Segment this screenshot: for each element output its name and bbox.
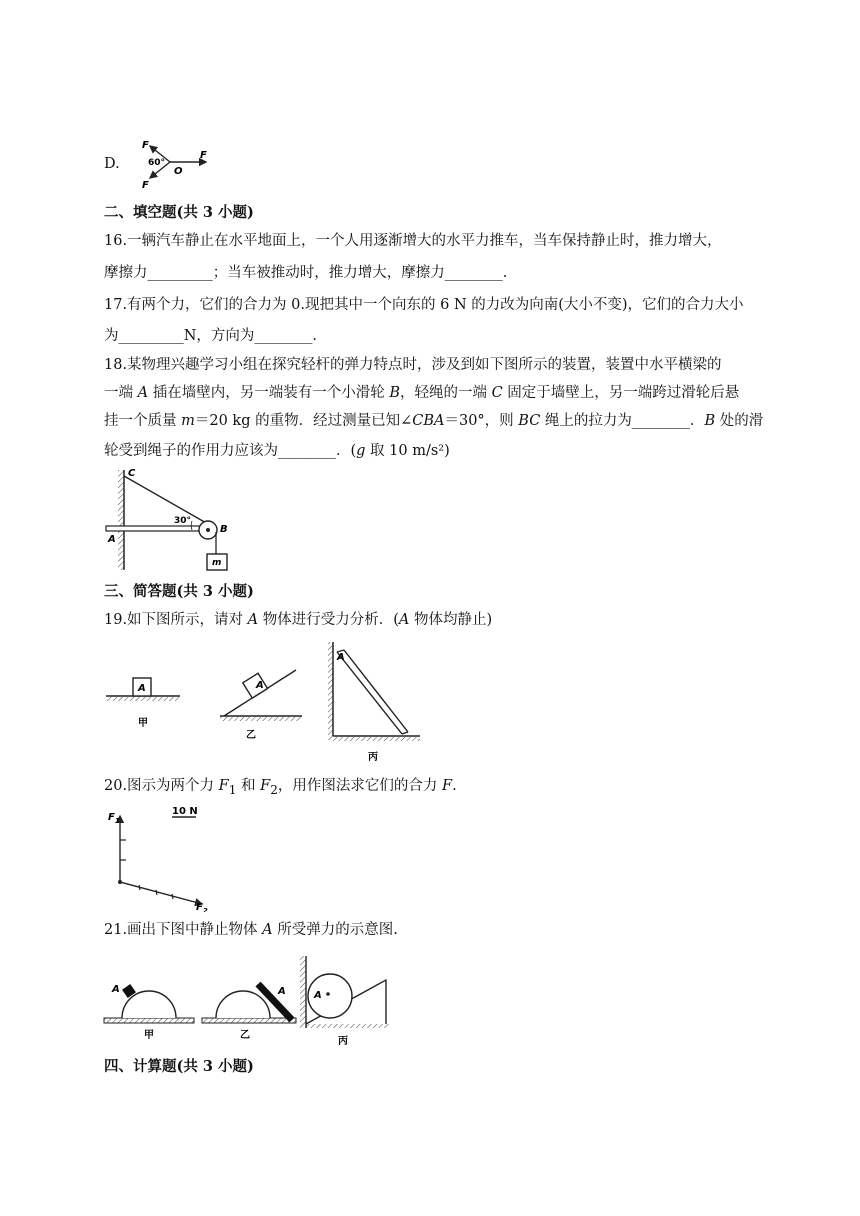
- section3-heading: 三、简答题(共 3 小题): [104, 583, 254, 600]
- q18-text: ＝30°，则: [444, 413, 519, 429]
- q19-figure: [100, 640, 430, 764]
- q18-text: 轮受到绳子的作用力应该为________．(: [104, 443, 357, 459]
- fig19-jia-a: A: [138, 683, 146, 694]
- fig21-jia-a: A: [112, 984, 120, 995]
- q18-text: ＝20 kg 的重物．经过测量已知∠: [194, 413, 413, 429]
- fig18-label-b: B: [220, 524, 228, 535]
- fig19-bing-label: 丙: [368, 752, 378, 763]
- fig20-f2-arrow: [120, 882, 202, 904]
- q18-line1: 18.某物理兴趣学习小组在探究轻杆的弹力特点时，涉及到如下图所示的装置，装置中水平横梁的: [104, 357, 722, 373]
- q18-var-c: C: [491, 385, 503, 401]
- q19-text: 物体进行受力分析．(: [258, 612, 399, 628]
- option-d-force-bottom: F: [142, 180, 149, 191]
- q18-text: 取 10 m/s²): [365, 443, 450, 459]
- fig18-angle: 30°: [174, 516, 192, 526]
- q18-figure: [100, 466, 240, 576]
- fig21-jia-label: 甲: [144, 1030, 154, 1041]
- q18-text: 固定于墙壁上，另一端跨过滑轮后悬: [502, 385, 740, 401]
- q21-text: 21.画出下图中静止物体: [104, 922, 263, 938]
- q18-var-a: A: [137, 385, 149, 401]
- fig21-bing-label: 丙: [338, 1036, 348, 1047]
- fig19-bing-a: A: [337, 652, 345, 663]
- q18-text: 插在墙壁内，另一端装有一个小滑轮: [148, 385, 390, 401]
- q18-var-cba: CBA: [412, 413, 445, 429]
- q19-line: [104, 610, 492, 630]
- q16-line1: 16.一辆汽车静止在水平地面上，一个人用逐渐增大的水平力推车，当车保持静止时，推力增大，: [104, 233, 722, 249]
- q18-line3: [104, 411, 763, 431]
- q18-var-m: m: [181, 413, 195, 429]
- q21-text: 所受弹力的示意图.: [272, 922, 398, 938]
- q18-var-bc: BC: [518, 413, 541, 429]
- section2-heading: 二、填空题(共 3 小题): [104, 204, 254, 221]
- q18-text: 绳上的拉力为________．: [540, 413, 705, 429]
- q20-line: [104, 776, 457, 800]
- fig20-f1-label: $F_1$: [108, 812, 120, 825]
- q19-text: 物体均静止): [409, 612, 493, 628]
- option-d-figure: [138, 138, 218, 194]
- q20-figure: [104, 800, 224, 912]
- q18-var-g: g: [356, 443, 366, 459]
- q18-text: 挂一个质量: [104, 413, 182, 429]
- q20-sub2: 2: [270, 782, 278, 797]
- fig21-bing-a: A: [314, 990, 322, 1001]
- hemisphere-yi: [216, 991, 270, 1018]
- fig21-yi-a: A: [278, 986, 286, 997]
- fig19-yi-a: A: [256, 680, 264, 691]
- q21-var-a: A: [262, 922, 273, 938]
- q17-line2: 为_________N，方向为________.: [104, 328, 318, 344]
- q20-var-f: F: [442, 778, 453, 794]
- q18-var-b: B: [704, 413, 716, 429]
- q20-text: 和: [236, 778, 261, 794]
- fig18-label-m: m: [212, 558, 222, 568]
- q19-var-a: A: [398, 612, 410, 628]
- q20-text: 20.图示为两个力: [104, 778, 219, 794]
- option-d-force-right: F: [200, 150, 207, 161]
- option-d-label: D.: [104, 156, 120, 172]
- section4-heading: 四、计算题(共 3 小题): [104, 1058, 254, 1075]
- q18-var-b: B: [389, 385, 400, 401]
- q20-text: .: [452, 778, 457, 794]
- q20-sub1: 1: [228, 782, 237, 797]
- q16-line2: 摩擦力_________；当车被推动时，推力增大，摩擦力________.: [104, 265, 508, 281]
- option-d-force-top: F: [142, 140, 149, 151]
- q20-var-f1: F: [218, 778, 229, 794]
- fig19-yi-label: 乙: [246, 730, 256, 741]
- fig18-label-c: C: [128, 468, 136, 479]
- q18-line2: [104, 383, 739, 403]
- q18-text: ，轻绳的一端: [399, 385, 492, 401]
- q21-line: [104, 920, 398, 940]
- fig20-scale-label: 10 N: [172, 806, 198, 817]
- rod-a: [337, 652, 402, 734]
- option-d-angle: 60°: [148, 158, 166, 168]
- fig20-f2-label: $F_2$: [196, 902, 208, 912]
- q19-text: 19.如下图所示，请对: [104, 612, 248, 628]
- q18-text: 一端: [104, 385, 138, 401]
- fig21-yi-label: 乙: [240, 1030, 250, 1041]
- q17-line1: 17.有两个力，它们的合力为 0.现把其中一个向东的 6 N 的力改为向南(大小不变)，它们的合力大小: [104, 297, 744, 313]
- wall: [118, 470, 124, 570]
- q18-line4: [104, 441, 450, 461]
- q20-text: ，用作图法求它们的合力: [277, 778, 442, 794]
- q19-var-a: A: [247, 612, 259, 628]
- q21-figure: [100, 950, 420, 1050]
- fig18-label-a: A: [108, 534, 116, 545]
- q20-var-f2: F: [260, 778, 271, 794]
- option-d-point: O: [174, 166, 183, 177]
- q18-text: 处的滑: [715, 413, 764, 429]
- fig19-jia-label: 甲: [138, 718, 148, 729]
- rope-bc: [124, 476, 208, 524]
